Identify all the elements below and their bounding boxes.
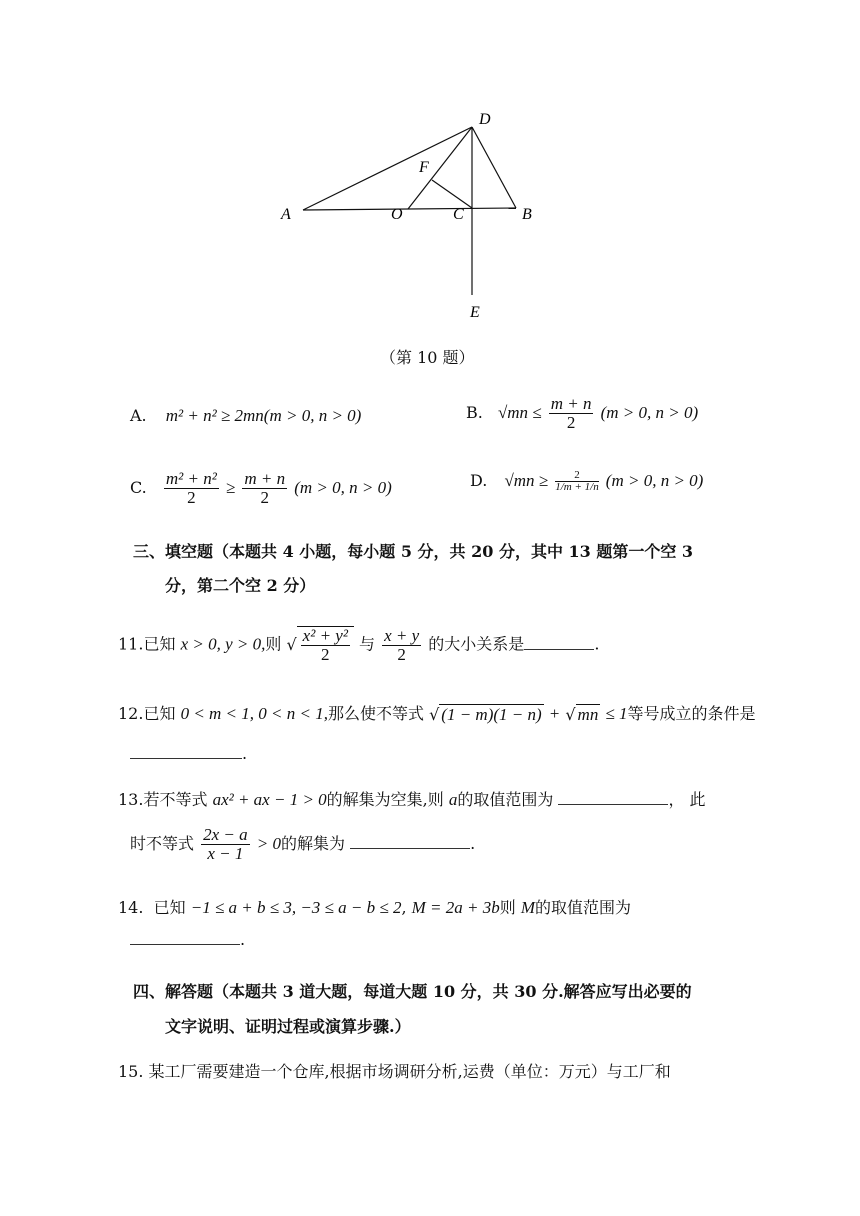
- point-label-B: B: [522, 206, 532, 223]
- section-3-heading-line-1: 三、填空题（本题共 4 小题，每小题 5 分，共 20 分，其中 13 题第一个空 3: [133, 542, 694, 561]
- option-b-fraction: $\frac{m + n}{2}$: [550, 394, 592, 432]
- q11-fraction: $\frac{x + y}{2}$: [384, 625, 420, 664]
- question-11: 11.已知 x > 0, y > 0,则 √ $\frac{\text{x² + y²}}{2}$ 与 $\frac{x + y}{2}$ 的大小关系是 .: [118, 625, 600, 664]
- question-14-blank-line: .: [130, 930, 245, 950]
- geometry-figure: [0, 0, 860, 340]
- option-b[interactable]: [466, 395, 698, 432]
- option-a[interactable]: [130, 406, 361, 426]
- point-label-D: D: [479, 111, 491, 128]
- option-a-math: m² + n² ≥ 2mn(m > 0, n > 0): [165, 406, 362, 425]
- option-b-label: B.: [466, 403, 483, 422]
- point-label-O: O: [391, 206, 403, 223]
- q13-answer-blank-2[interactable]: [350, 834, 470, 849]
- option-c-label: C.: [130, 478, 147, 497]
- option-c-relation: ≥: [225, 478, 236, 497]
- question-13-line-1: 13.若不等式 ax² + ax − 1 > 0的解集为空集,则 a的取值范围为 ， 此: [118, 790, 706, 809]
- option-c-fraction-left: $\frac{\text{m² + n²}}{2}$: [165, 469, 217, 507]
- segment-DB: [472, 127, 516, 208]
- q11-answer-blank[interactable]: [524, 635, 594, 650]
- q13-fraction: $\frac{2x - a}{x - 1}$: [203, 825, 248, 863]
- option-c[interactable]: [130, 470, 392, 507]
- q12-answer-blank[interactable]: [130, 744, 242, 759]
- segment-OD: [408, 127, 472, 209]
- question-15: 15. 某工厂需要建造一个仓库,根据市场调研分析,运费（单位：万元）与工厂和: [118, 1062, 671, 1081]
- point-label-C: C: [453, 206, 464, 223]
- section-4-heading-line-2: 文字说明、证明过程或演算步骤.）: [165, 1017, 411, 1036]
- section-3-heading-line-2: 分，第二个空 2 分）: [165, 576, 316, 595]
- figure-caption: （第 10 题）: [380, 348, 475, 367]
- option-d-condition: (m > 0, n > 0): [605, 471, 704, 490]
- question-14: 14. 已知 −1 ≤ a + b ≤ 3, −3 ≤ a − b ≤ 2, M = 2a + 3b则 M的取值范围为: [118, 898, 632, 917]
- segment-AB: [303, 208, 516, 210]
- point-label-E: E: [470, 304, 480, 321]
- point-label-A: A: [281, 206, 291, 223]
- q13-answer-blank-1[interactable]: [558, 790, 668, 805]
- option-d[interactable]: [470, 470, 703, 493]
- section-4-heading-line-1: 四、解答题（本题共 3 道大题，每道大题 10 分，共 30 分.解答应写出必要的: [133, 982, 692, 1001]
- option-c-fraction-right: $\frac{m + n}{2}$: [244, 469, 286, 507]
- point-label-F: F: [419, 159, 429, 176]
- option-d-lhs: √mn ≥: [504, 471, 549, 490]
- q14-answer-blank[interactable]: [130, 930, 240, 945]
- question-12-blank-line: .: [130, 744, 247, 764]
- option-c-condition: (m > 0, n > 0): [294, 478, 392, 497]
- option-d-fraction: $\frac{2}{1/m + 1/n}$: [555, 469, 599, 493]
- option-d-label: D.: [470, 471, 488, 490]
- segment-AD: [303, 127, 472, 210]
- question-13-line-2: 时不等式 $\frac{2x - a}{x - 1}$ > 0的解集为 .: [130, 825, 476, 863]
- segment-FC: [432, 180, 472, 208]
- option-b-lhs: √mn ≤: [497, 403, 542, 422]
- q11-sqrt: √ $\frac{\text{x² + y²}}{2}$: [286, 626, 353, 664]
- question-12: 12.已知 0 < m < 1, 0 < n < 1,那么使不等式 √ (1 − m)(1 − n) + √ mn ≤ 1等号成立的条件是: [118, 704, 756, 724]
- option-b-condition: (m > 0, n > 0): [600, 403, 699, 422]
- option-a-label: A.: [130, 406, 147, 425]
